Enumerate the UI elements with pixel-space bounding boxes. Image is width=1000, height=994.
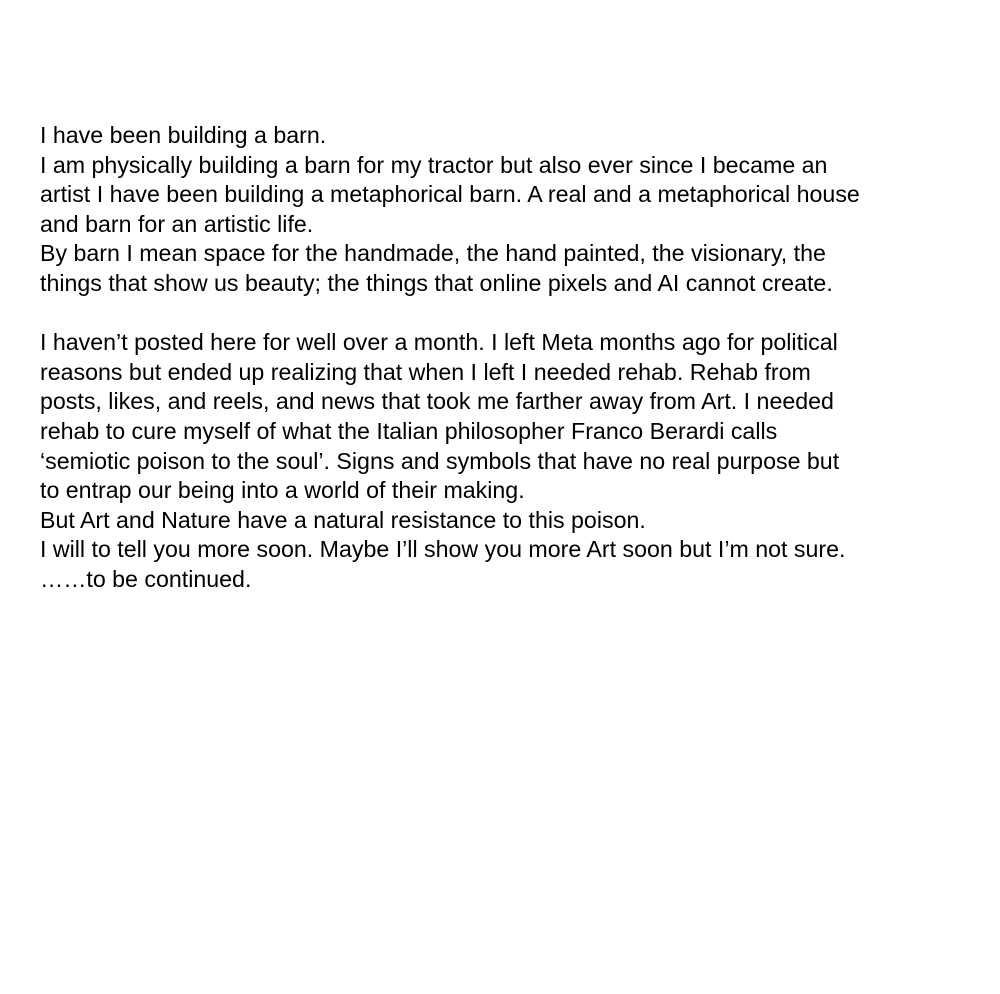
text-line: reasons but ended up realizing that when I left I needed rehab. Rehab from bbox=[40, 358, 811, 385]
text-line: ……to be continued. bbox=[40, 565, 252, 592]
post-text bbox=[40, 121, 970, 595]
paragraph-spacer bbox=[40, 299, 970, 329]
text-line: posts, likes, and reels, and news that took me farther away from Art. I needed bbox=[40, 388, 834, 415]
text-line: I will to tell you more soon. Maybe I’ll show you more Art soon but I’m not sure. bbox=[40, 536, 846, 563]
text-line: rehab to cure myself of what the Italian philosopher Franco Berardi calls bbox=[40, 417, 778, 444]
text-line: But Art and Nature have a natural resistance to this poison. bbox=[40, 506, 646, 533]
text-line: ‘semiotic poison to the soul’. Signs and symbols that have no real purpose but bbox=[40, 447, 840, 474]
text-line: I have been building a barn. bbox=[40, 122, 327, 148]
text-line: By barn I mean space for the handmade, the hand painted, the visionary, the bbox=[40, 240, 826, 267]
text-line: artist I have been building a metaphorical barn. A real and a metaphorical house bbox=[40, 181, 860, 208]
text-line: things that show us beauty; the things that online pixels and AI cannot create. bbox=[40, 269, 833, 296]
text-line: to entrap our being into a world of their making. bbox=[40, 477, 525, 504]
text-line: and barn for an artistic life. bbox=[40, 210, 314, 237]
text-line: I am physically building a barn for my tractor but also ever since I became an bbox=[40, 151, 828, 178]
text-line: I haven’t posted here for well over a month. I left Meta months ago for political bbox=[40, 329, 838, 356]
